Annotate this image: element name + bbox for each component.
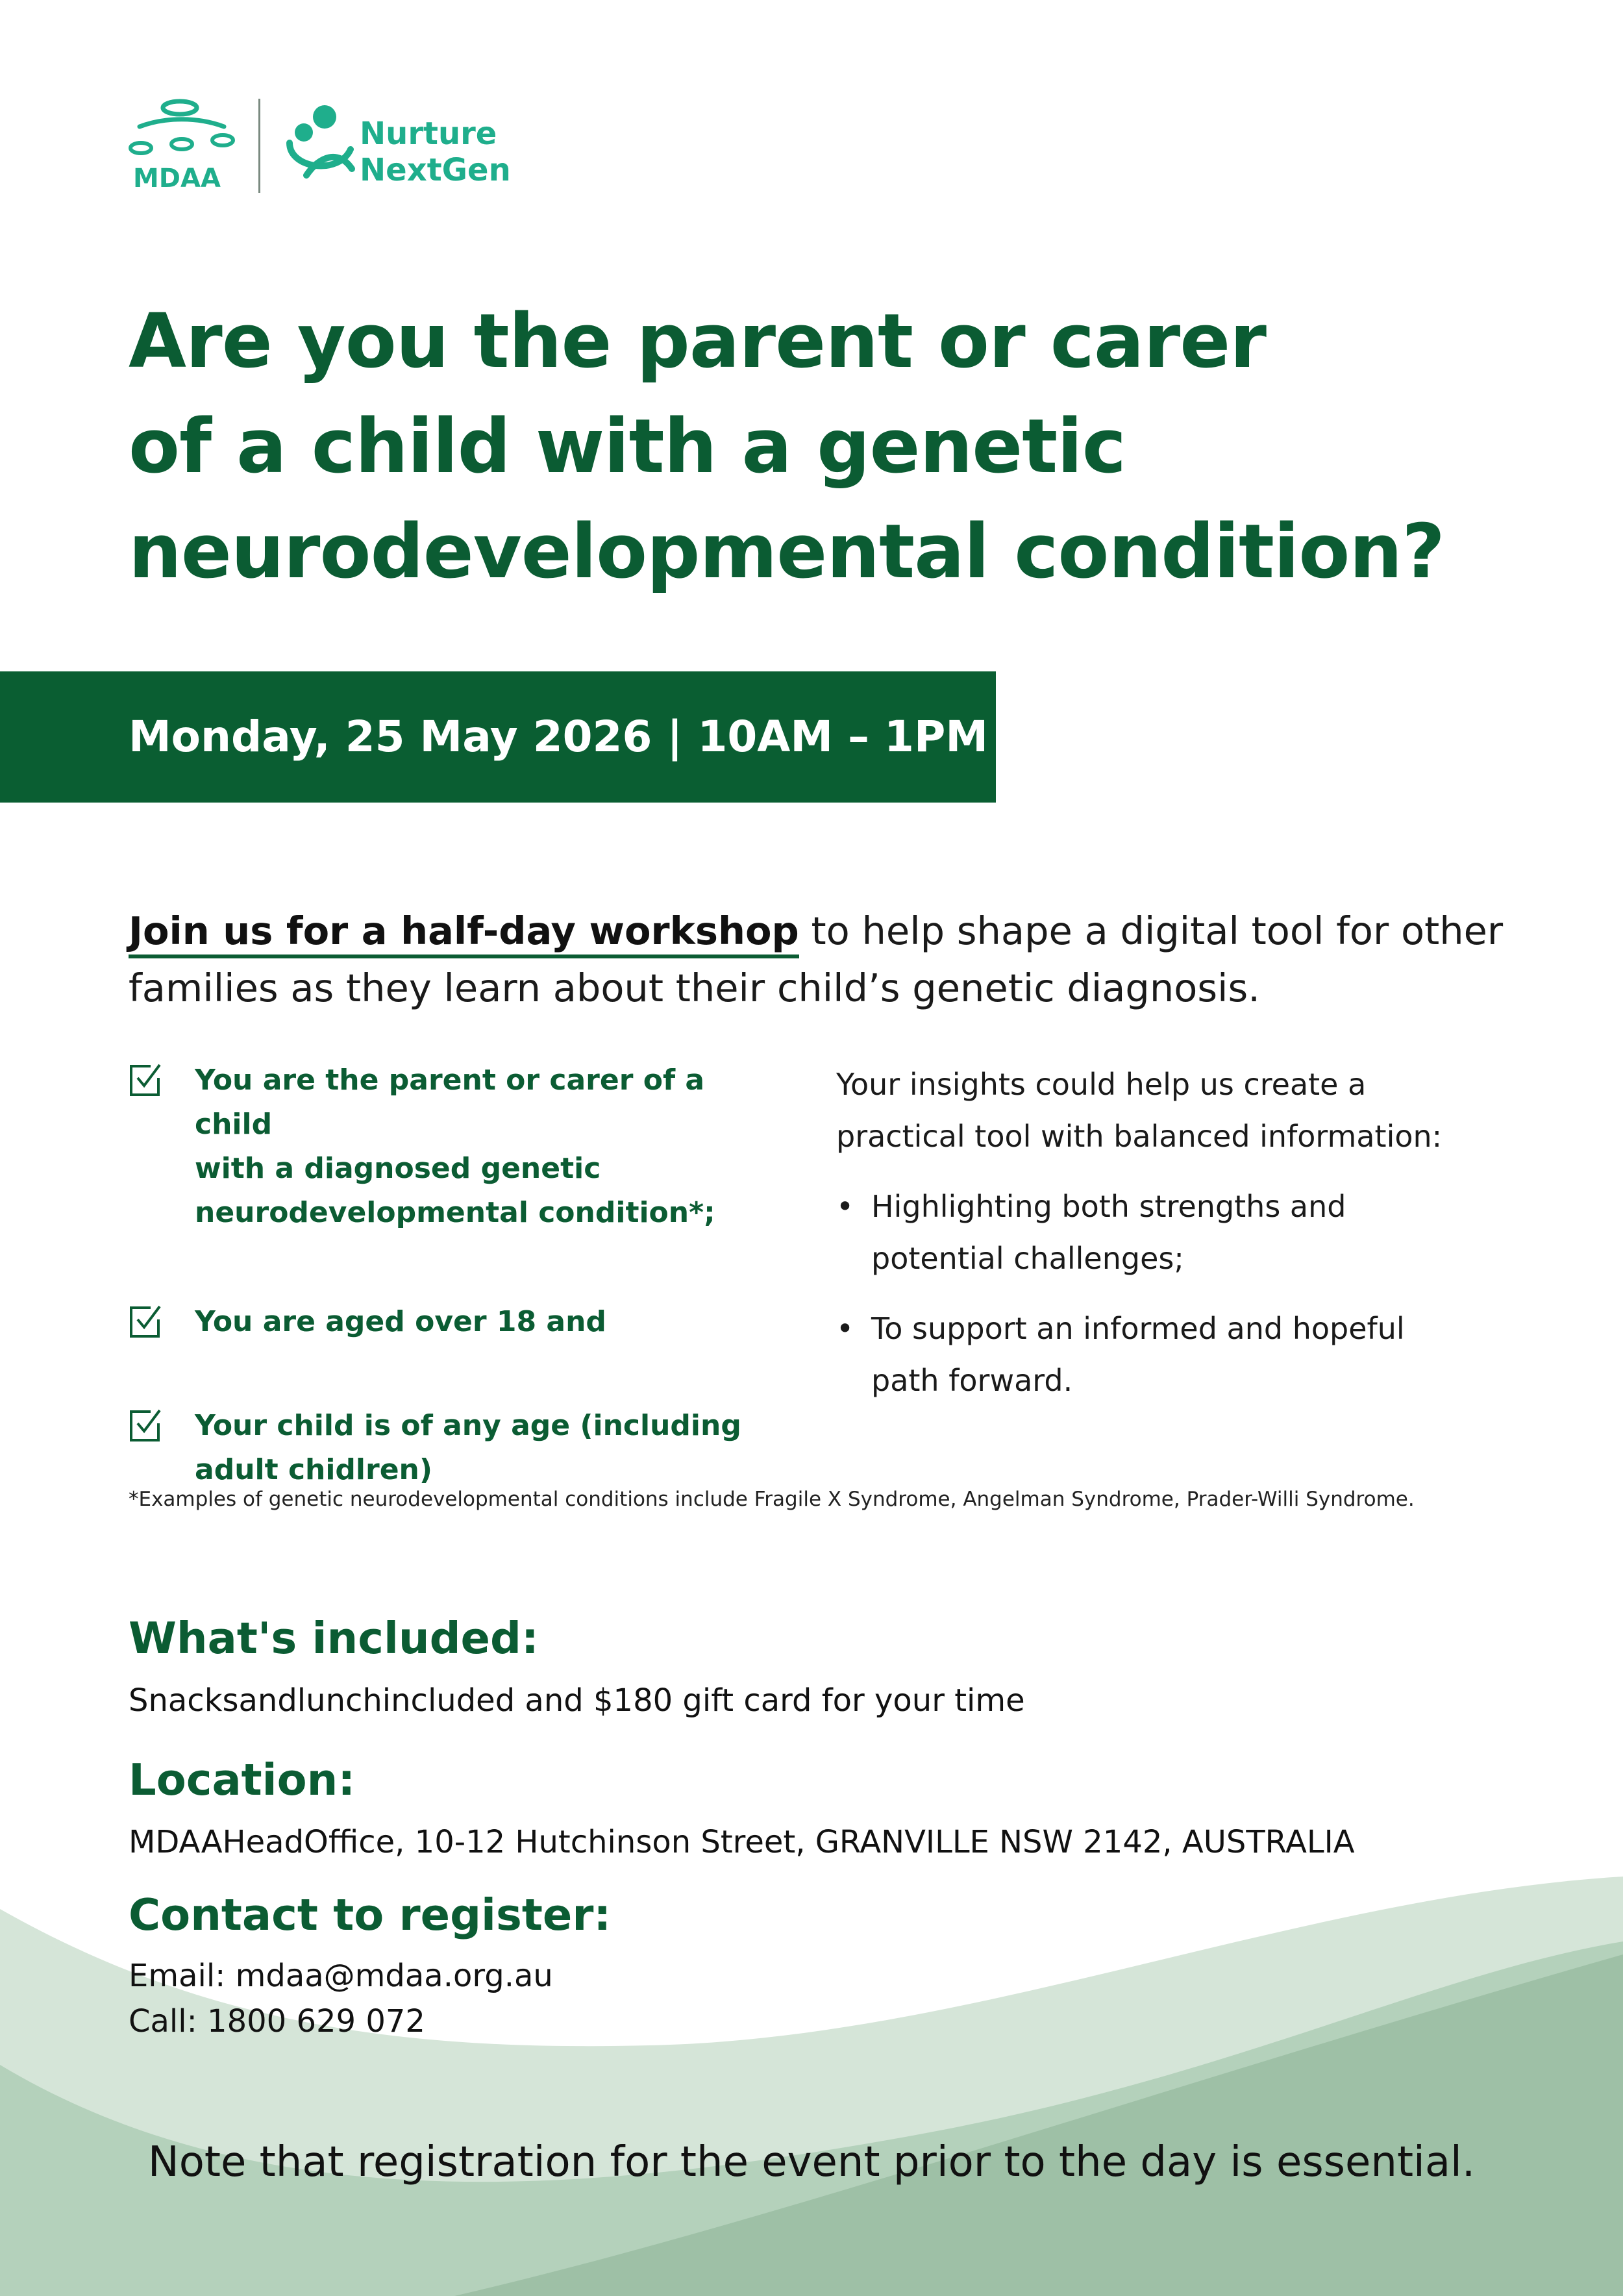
intro-paragraph — [129, 903, 1557, 1017]
nng-logo-text-line1: Nurture — [360, 116, 497, 152]
checkbox-checked-icon — [129, 1408, 162, 1443]
date-banner — [0, 671, 996, 803]
benefit-line: path forward. — [871, 1363, 1073, 1398]
checklist-item — [129, 1300, 752, 1344]
checklist-item — [129, 1404, 752, 1492]
eligibility-checklist — [129, 1058, 752, 1492]
mdaa-logo-mark — [163, 101, 197, 114]
checklist-line: You are the parent or carer of a child — [195, 1064, 705, 1141]
nng-logo-text-line2: NextGen — [360, 152, 511, 188]
mdaa-logo — [127, 97, 237, 195]
registration-note: Note that registration for the event prior to the day is essential. — [147, 2138, 1476, 2186]
intro-text: to help shape a digital tool for other families as they learn about their child’s genetic diagnosis. — [129, 908, 1504, 1010]
contact-phone[interactable]: Call: 1800 629 072 — [129, 2003, 425, 2040]
logo-divider — [258, 99, 260, 193]
contact-title: Contact to register: — [129, 1890, 612, 1940]
bullet-icon: • — [836, 1311, 854, 1346]
headline-line: neurodevelopmental condition? — [129, 508, 1444, 595]
insights-line: Your insights could help us create a — [836, 1067, 1367, 1102]
footnote: *Examples of genetic neurodevelopmental conditions include Fragile X Syndrome, Angelman Syndrome, Prader-Willi Syndrome. — [129, 1488, 1415, 1511]
checklist-line: neurodevelopmental condition*; — [195, 1196, 715, 1229]
headline — [129, 289, 1589, 605]
workshop-link[interactable]: Join us for a half-day workshop — [129, 908, 799, 958]
contact-email[interactable]: Email: mdaa@mdaa.org.au — [129, 1958, 553, 1994]
benefit-line: Highlighting both strengths and — [871, 1189, 1346, 1224]
checklist-line: You are aged over 18 and — [195, 1305, 606, 1338]
checklist-line: with a diagnosed genetic — [195, 1152, 601, 1185]
date-time-text: Monday, 25 May 2026 | 10AM – 1PM — [129, 712, 988, 762]
insights-text — [836, 1058, 1518, 1162]
benefit-item — [836, 1303, 1518, 1406]
benefit-line: To support an informed and hopeful — [871, 1311, 1405, 1346]
benefits-list — [836, 1180, 1518, 1425]
location-title: Location: — [129, 1754, 356, 1805]
checkbox-checked-icon — [129, 1304, 162, 1339]
headline-line: Are you the parent or carer — [129, 298, 1266, 385]
insights-line: practical tool with balanced information: — [836, 1119, 1443, 1154]
checkbox-checked-icon — [129, 1062, 162, 1097]
benefit-line: potential challenges; — [871, 1241, 1184, 1276]
nurture-nextgen-logo — [280, 104, 514, 188]
mdaa-logo-mark-arc — [140, 119, 224, 127]
checklist-line: Your child is of any age (including — [195, 1409, 741, 1442]
included-body: Snacksandlunchincluded and $180 gift card for your time — [129, 1682, 1025, 1719]
headline-line: of a child with a genetic — [129, 403, 1126, 490]
checklist-item — [129, 1058, 752, 1235]
bullet-icon: • — [836, 1189, 854, 1224]
mdaa-logo-text: MDAA — [133, 164, 221, 193]
location-body: MDAAHeadOffice, 10-12 Hutchinson Street, GRANVILLE NSW 2142, AUSTRALIA — [129, 1824, 1355, 1860]
checklist-line: adult chidlren) — [195, 1453, 432, 1486]
benefit-item — [836, 1180, 1518, 1284]
included-title: What's included: — [129, 1613, 539, 1664]
